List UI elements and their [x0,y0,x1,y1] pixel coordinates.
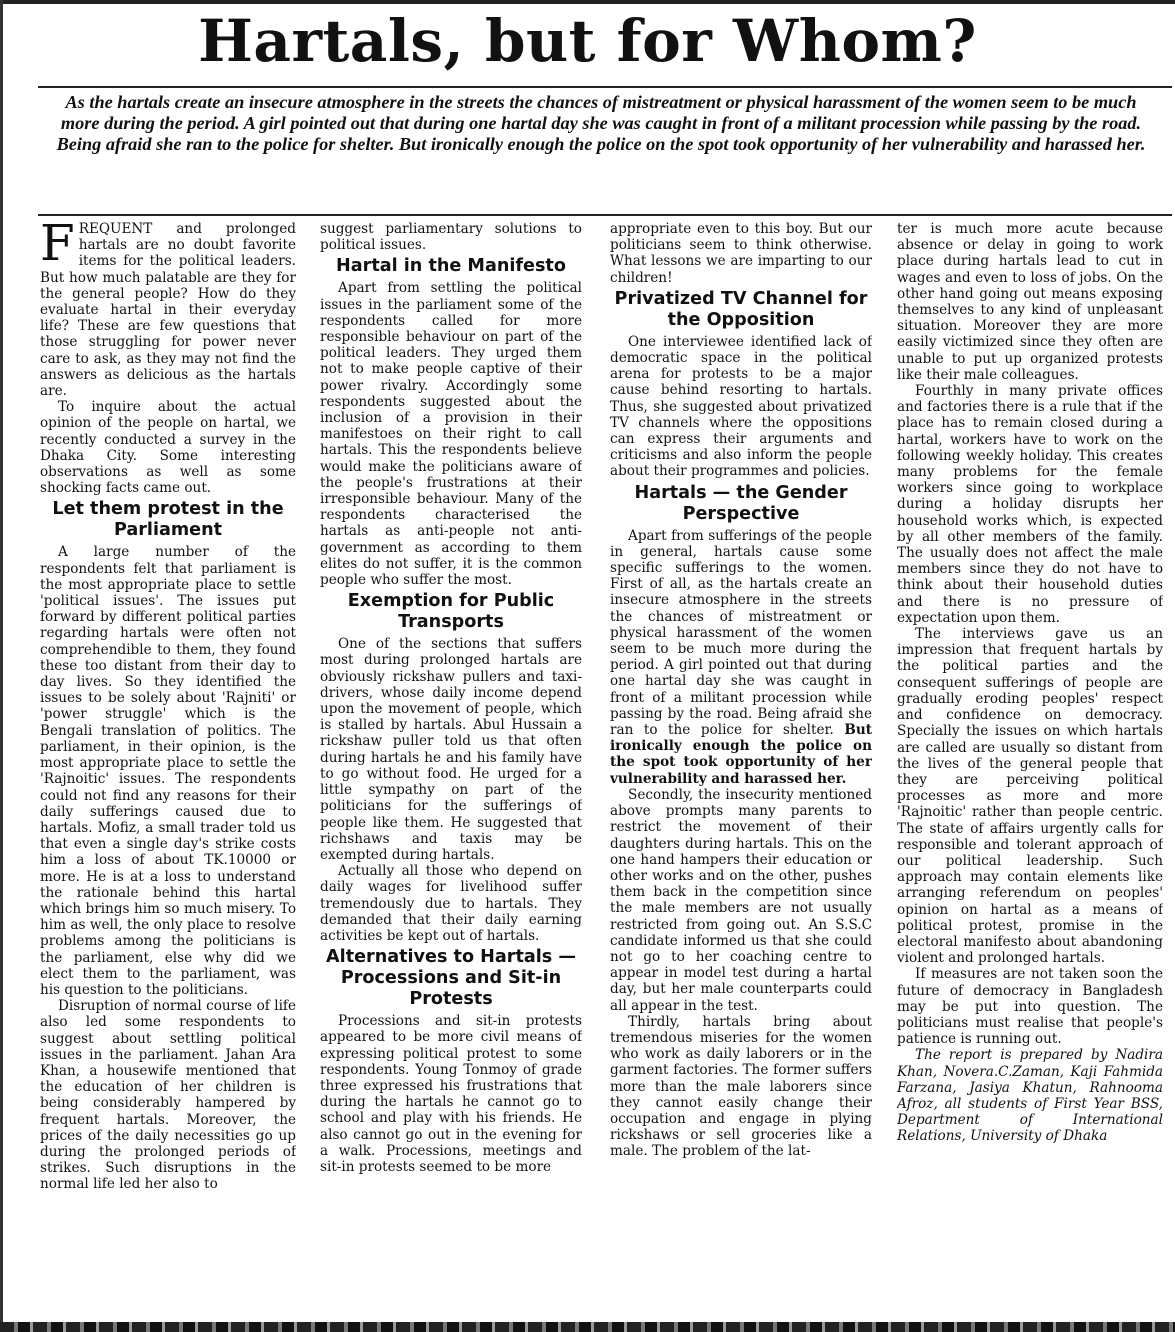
subheading-protest-parliament: Let them protest in the Parliament [52,499,284,541]
subheading-manifesto: Hartal in the Manifesto [336,256,566,277]
paragraph: The interviews gave us an impression that frequent hartals by the political parties and the consequent sufferings of people are gradually eroding peoples' respect and confidence on democracy. Specially the issues on which hartals are called are usually so distant from the lives of the general people that they are perceiving political processes as more and more 'Rajnoitic' rather than people centric. The state of affairs urgently calls for responsible and tolerant approach of our political leadership. Such approach may contain elements like arranging referendum on peoples' opinion on hartal as a means of political protest, promise in the electoral manifesto about abandoning violent and prolonged hartals. [897,626,1163,967]
left-border [0,0,3,1332]
paragraph: Disruption of normal course of life also led some respondents to suggest about settling political issues in the parliament. Jahan Ara Khan, a housewife mentioned that the education of her children is being considerably hampered by frequent hartals. Moreover, the prices of the daily necessities go up during the prolonged periods of strikes. Such disruptions in the normal life led her also to [40,998,296,1193]
column-4 [897,221,1163,1321]
intro-text: REQUENT and prolonged hartals are no doubt favorite items for the political leaders. But how much palatable are they for the general people? How do they evaluate hartal in their everyday life? These are few questions that those struggling for power never care to ask, as they may not find the answers as delicious as the hartals are. [40,221,296,400]
column-3 [610,221,872,1321]
article-headline: Hartals, but for Whom? [198,7,977,75]
paragraph: Thirdly, hartals bring about tremendous miseries for the women who work as daily laborers or in the garment factories. The former suffers more than the male laborers since they cannot easily change their occupation and engage in plying rickshaws or sell groceries like a male. The problem of the lat- [610,1013,872,1160]
paragraph: A large number of the respondents felt that parliament is the most appropriate place to settle 'political issues'. The issues put forward by different political parties regarding hartals were often not comprehendible to them, they found these too distant from their day to day lives. So they identified the issues to be solely about 'Rajniti' or 'power struggle' which is the Bengali translation of politics. The parliament, in their opinion, is the most appropriate place to settle the 'Rajnoitic' issues. The respondents could not find any reasons for their daily sufferings caused due to hartals. Mofiz, a small trader told us that even a single day's strike costs him a loss of about TK.10000 or more. He is at a loss to understand the rationale behind this hartal which brings him so much misery. To him as well, the only place to resolve problems among the politicians is the parliament, else why did we elect them to the parliament, was his question to the politicians. [40,544,296,998]
article-standfirst: As the hartals create an insecure atmosphere in the streets the chances of mistreatment or physical harassment of the women seem to be much more during the period. A girl pointed out that during one hartal day she was caught in front of a militant procession while passing by the road. Being afraid she ran to the police for shelter. But ironically enough the police on the spot took opportunity of her vulnerability and harassed her. [56,92,1146,154]
paragraph: Actually all those who depend on daily wages for livelihood suffer tremendously due to hartals. They demanded that their daily earning activities be kept out of hartals. [320,863,582,944]
paragraph: One interviewee identified lack of democratic space in the political arena for protests to be a major cause behind resorting to hartals. Thus, she suggested about privatized TV channels where the oppositions can express their arguments and criticisms and also inform the people about their programmes and policies. [610,333,872,480]
paragraph: Secondly, the insecurity mentioned above prompts many parents to restrict the movement of their daughters during hartals. This on the one hand hampers their education or other works and on the other, pushes them back in the competition since the male members are not usually restricted from going out. An S.S.C candidate informed us that she could not go to her coaching centre to appear in model test during a hartal day, but her male counterparts could all appear in the test. [610,786,872,1014]
subheading-tv-channel: Privatized TV Channel for the Opposition [614,288,868,330]
paragraph: Processions and sit-in protests appeared to be more civil means of expressing political protest to some respondents. Young Tonmoy of grade three expressed his frustrations that during the hartals he cannot go to school and play with his friends. He also cannot go out in the evening for a walk. Processions, meetings and sit-in protests seemed to be more [320,1013,582,1175]
paragraph: Apart from settling the political issues in the parliament some of the respondents called for more responsible behaviour on part of the political leaders. They urged them not to make people captive of their power rivalry. Accordingly some respondents suggested about the inclusion of a provision in their manifestoes on their right to call hartals. This the respondents believe would make the politicians aware of the people's frustrations at their irresponsible behaviour. Many of the respondents characterised the hartals as anti-people not anti-government as according to them elites do not suffer, it is the common people who suffer the most. [320,280,582,589]
standfirst-rule [38,214,1172,216]
paragraph: If measures are not taken soon the future of democracy in Bangladesh may be put into question. The politicians must realise that people's patience is running out. [897,966,1163,1048]
column-2 [320,221,582,1321]
paragraph: suggest parliamentary solutions to political issues. [320,221,582,254]
paragraph: ter is much more acute because absence or delay in going to work place during hartals lead to cut in wages and even to loss of jobs. On the other hand going out means exposing themselves to any kind of unpleasant situation. Moreover they are more easily victimized since they often are unable to put up organized protests like their male colleagues. [897,221,1163,383]
subheading-exemption-transports: Exemption for Public Transports [347,591,555,633]
report-credit: The report is prepared by Nadira Khan, Novera.C.Zaman, Kaji Fahmida Farzana, Jasiya Khatun, Rahnooma Afroz, all students of First Year BSS, Department of International Relations, University of Dhaka [897,1047,1163,1145]
paragraph: Fourthly in many private offices and factories there is a rule that if the place has to remain closed during a hartal, workers have to work on the following weekly holiday. This creates many problems for the female workers since going to workplace during a holiday disrupts her household works which, is expected by all other members of the family. The usually does not affect the male members since they do not have to think about their household duties and there is no pressure of expectation upon them. [897,383,1163,626]
bold-quote: But ironically enough the police on the spot took opportunity of her vulnerability and harassed her. [610,722,872,787]
page-edge-strip [0,1322,1175,1332]
paragraph: appropriate even to this boy. But our politicians seem to think otherwise. What lessons we are imparting to our children! [610,221,872,286]
paragraph: One of the sections that suffers most during prolonged hartals are obviously rickshaw pullers and taxi-drivers, whose daily income depend upon the movement of people, which is stalled by hartals. Abul Hussain a rickshaw puller told us that often during hartals he and his family have to go without food. He urged for a little sympathy on part of the politicians for the sufferings of people like them. He suggested that richshaws and taxis may be exempted during hartals. [320,636,582,863]
paragraph: To inquire about the actual opinion of the people on hartal, we recently conducted a survey in the Dhaka City. Some interesting observations as well as some shocking facts came out. [40,399,296,497]
column-1 [40,221,296,1321]
subheading-gender-perspective: Hartals — the Gender Perspective [634,482,848,524]
paragraph-text: Apart from sufferings of the people in general, hartals cause some specific sufferings to the women. First of all, as the hartals create an insecure atmosphere in the streets the chances of mistreatment or physical harassment of the women seem to be much more during the period. A girl pointed out that during one hartal day she was caught in front of a militant procession while passing by the road. Being afraid she ran to the police for shelter. [610,527,872,739]
headline-rule [38,86,1172,88]
intro-paragraph [40,221,296,399]
drop-cap: F [40,221,75,272]
paragraph [610,528,872,787]
subheading-alternatives: Alternatives to Hartals — Processions and Sit-in Protests [326,947,576,1010]
